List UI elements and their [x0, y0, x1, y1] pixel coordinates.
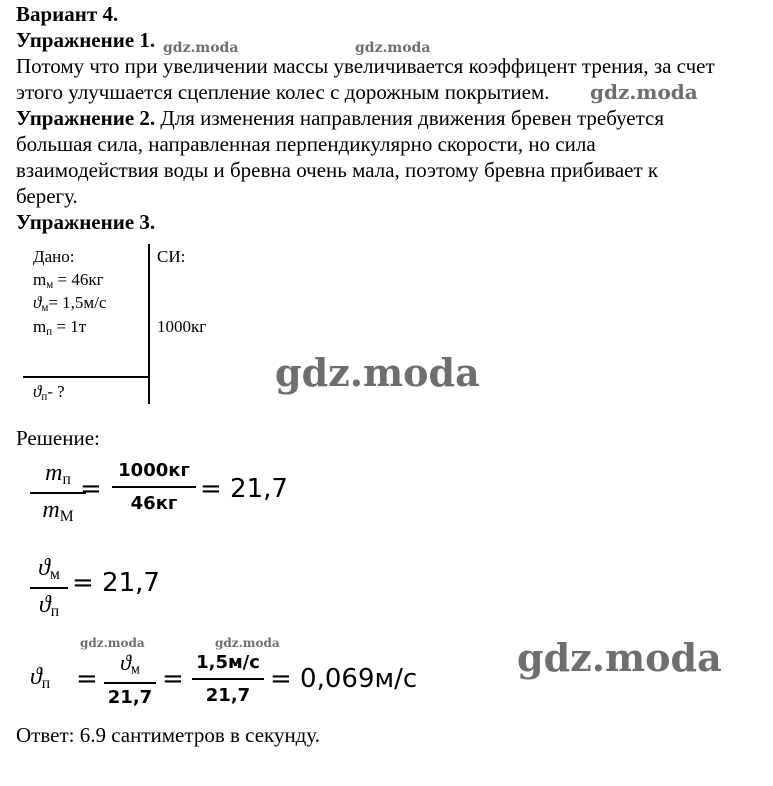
eq1-mass-ratio: $m_п$ $m_М$ — [30, 460, 86, 526]
eq3-equals-1: = — [76, 664, 98, 694]
eq3-fraction-1: $ϑ_м$ 21,7 — [104, 650, 156, 708]
watermark: gdz.moda — [215, 636, 280, 650]
eq3-fraction-2: 1,5м/с 21,7 — [192, 652, 264, 706]
exercise-2-line-3: взаимодействия воды и бревна очень мала, поэтому бревна прибивает к — [16, 158, 659, 182]
page-title: Вариант 4. — [16, 2, 119, 26]
find-speed-boat: $ϑ_п-$ ? — [33, 382, 65, 403]
exercise-3-title: Упражнение 3. — [16, 210, 156, 234]
si-mass-boat: 1000кг — [157, 317, 207, 336]
exercise-1-line-2: этого улучшается сцепление колес с дорожным покрытием. — [16, 80, 550, 104]
answer-text: Ответ: 6.9 сантиметров в секунду. — [16, 723, 321, 747]
watermark: gdz.moda — [355, 40, 431, 56]
table-horizontal-divider — [23, 376, 149, 378]
solution-label: Решение: — [16, 426, 100, 450]
watermark: gdz.moda — [517, 635, 722, 680]
watermark: gdz.moda — [163, 40, 239, 56]
exercise-2-line-4: берегу. — [16, 184, 78, 208]
given-mass-boy: $m_м = 46кг$ — [33, 270, 104, 291]
exercise-2-line-2: большая сила, направленная перпендикулярно скорости, но сила — [16, 132, 596, 156]
exercise-1-line-1: Потому что при увеличении массы увеличивается коэффицент трения, за счет — [16, 54, 715, 78]
eq1-result: = 21,7 — [200, 474, 288, 504]
exercise-2-line-1 — [16, 105, 664, 131]
eq2-speed-ratio: $ϑ_м$ $ϑ_п$ — [30, 555, 68, 621]
watermark: gdz.moda — [590, 80, 698, 104]
watermark: gdz.moda — [275, 350, 480, 395]
given-speed-boy: $ϑ_м= 1,5м/с$ — [33, 293, 107, 314]
table-vertical-divider — [148, 244, 150, 404]
watermark: gdz.moda — [80, 636, 145, 650]
given-label: Дано: — [33, 247, 75, 266]
eq1-value-ratio: 1000кг 46кг — [112, 460, 196, 514]
exercise-2-text-1: Для изменения направления движения бревен требуется — [155, 106, 665, 130]
eq3-lhs: $ϑ_п$ — [30, 664, 51, 692]
eq3-equals-2: = — [162, 664, 184, 694]
given-mass-boat: $m_п = 1т$ — [33, 317, 87, 338]
eq3-result: = 0,069м/с — [270, 664, 418, 694]
exercise-1-title: Упражнение 1. — [16, 28, 156, 52]
exercise-2-title: Упражнение 2. — [16, 106, 156, 130]
eq2-result: = 21,7 — [72, 568, 160, 598]
eq1-equals: = — [80, 474, 102, 504]
si-label: СИ: — [157, 247, 186, 266]
